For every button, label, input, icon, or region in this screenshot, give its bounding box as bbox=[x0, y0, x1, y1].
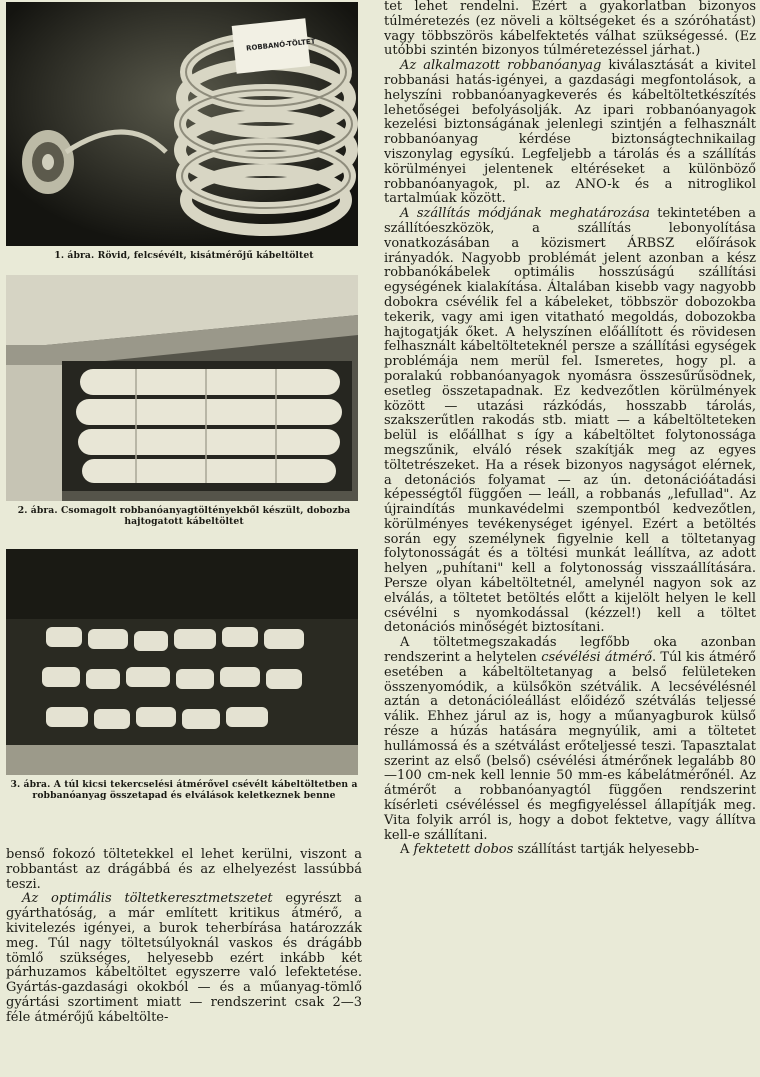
right-p2-lead: Az alkalmazott robbanóanyag bbox=[400, 58, 602, 74]
right-p4-lead: csévélési átmérő bbox=[541, 650, 652, 666]
figure-3-caption: 3. ábra. A túl kicsi tekercselési átmérővel csévélt kábeltöltetben a robbanóanyag összetapad és elválások keletkeznek benne bbox=[10, 779, 358, 801]
figure-1-photo bbox=[6, 2, 358, 246]
box-folded-cable-charge-image bbox=[6, 275, 358, 501]
right-paragraph-2 bbox=[384, 59, 756, 207]
right-p5-rest: szállítást tartják helyesebb- bbox=[513, 842, 700, 858]
left-text-block bbox=[6, 848, 362, 1026]
right-p2-rest: kiválasztását a kivitel robbanási hatás-igényei, a gazdasági megfontolások, a helyszíni robbanóanyagkeverés és kábeltöltetkészítés lehetőségei befolyásolják. Az ipari robbanóanyagok kezelési biztonságának jelenlegi szintjén a felhasznált robbanóanyag kérdése biztonságtechnikailag viszonylag egysíkú. Legfeljebb a tárolás és a szállítás körülményei jelentenek eltéréseket a különböző robbanóanyagok, pl. az ANO-k és a nitroglikol tartalmúak között. bbox=[384, 58, 756, 207]
figure-3-photo bbox=[6, 549, 358, 775]
right-p3-lead: A szállítás módjának meghatározása bbox=[400, 206, 650, 222]
right-p5-lead: fektetett dobos bbox=[413, 842, 514, 858]
label-card-text: ROBBANÓ-TÖLTET bbox=[245, 37, 316, 53]
left-column bbox=[0, 0, 368, 1025]
right-column bbox=[384, 0, 756, 858]
left-p2-rest: egyrészt a gyárthatóság, a már említett kritikus átmérő, a kivitelezés igényei, a burok teherbírása határozzák meg. Túl nagy töltetsúlyoknál vaskos és drágább tömlő szükséges, helyesebb ezért inkább két párhuzamos kábeltöltet egyszerre való lefektetése. Gyártás-gazdasági okokból — és a műanyag-tömlő gyártási szortiment miatt — rendszerint csak 2—3 féle átmérőjű kábeltölte- bbox=[6, 891, 362, 1025]
figure-2-photo bbox=[6, 275, 358, 501]
right-paragraph-1 bbox=[384, 0, 756, 59]
right-p4-lead-plain: A töltetmegszakadás legfőbb oka azonban rendszerint a helytelen bbox=[384, 635, 756, 666]
figure-2-caption: 2. ábra. Csomagolt robbanóanyagtöltényekből készült, dobozba hajtogatott kábeltöltet bbox=[17, 505, 351, 527]
right-p5-lead-plain: A bbox=[400, 842, 414, 858]
left-p1-text: benső fokozó töltetekkel el lehet kerülni, viszont a robbantást az drágábbá és az elhelyezést lassúbbá teszi. bbox=[6, 847, 362, 892]
right-paragraph-5 bbox=[384, 843, 756, 858]
right-p3-rest: tekintetében a szállítóeszközök, a szállítás lebonyolítása vonatkozásában a közismert ÁRBSZ előírások irányadók. Nagyobb problémát jelent azonban a kész robbanókábelek optimális hosszúságú szállítási egységének kialakítása. Általában kisebb vagy nagyobb dobokra csévélik fel a kábeleket, többször dobozokba tekerik, vagy ami igen vitatható megoldás, dobozokba hajtogatják őket. A helyszínen előállított és rövidesen felhasznált kábeltölteteknél persze a szállítási egységek problémája nem merül fel. Ismeretes, hogy pl. a poralakú robbanóanyagok nyomásra összesűrűsödnek, esetleg összetapadnak. Ez kedvezőtlen körülmények között — utazási rázkódás, hosszabb tárolás, szakszerűtlen rakodás stb. miatt — a kábeltölteteken belül is előállhat s így a kábeltöltet folytonossága megszűnik, elváló rések szakítják meg az egyes töltetrészeket. Ha a rések bizonyos nagyságot elérnek, a detonációs folyamat — az ún. detonációátadási képességtől függően — leáll, a robbanás „lefullad". Az újraindítás munkavédelmi szempontból kedvezőtlen, körülményes tevékenységet igényel. Ezért a betöltés során egy személynek figyelnie kell a töltetanyag folytonosságát és a töltési munkát leállítva, az adott helyen „puhítani" kell a folytonosság visszaállítására. Persze olyan kábeltöltetnél, amelynél nagyon sok az elválás, a töltetet betöltés előtt a kijelölt helyen le kell csévélni s nyomkodással (kézzel!) kell a töltet detonációs minőségét biztosítani. bbox=[384, 206, 756, 636]
coiled-cable-charge-image bbox=[6, 2, 358, 246]
right-paragraph-3 bbox=[384, 207, 756, 636]
left-p2-lead: Az optimális töltetkeresztmetszetet bbox=[22, 891, 273, 907]
figure-1-caption: 1. ábra. Rövid, felcsévélt, kisátmérőjű kábeltöltet bbox=[54, 250, 314, 261]
right-p1-text: tet lehet rendelni. Ezért a gyakorlatban bizonyos túlméretezés (ez növeli a költségeket és a szóróhatást) vagy többszörös kábelfektetés válhat szükségessé. (Ez utóbbi szintén bizonyos túlméretezéssel járhat.) bbox=[384, 0, 756, 59]
right-paragraph-4 bbox=[384, 636, 756, 843]
separated-cable-charge-image bbox=[6, 549, 358, 775]
left-paragraph-1 bbox=[6, 848, 362, 892]
left-paragraph-2 bbox=[6, 892, 362, 1025]
right-p4-rest: . Túl kis átmérő esetében a kábeltöltetanyag a belső felületeken összenyomódik, a külsőkön szétválik. A lecsévélésnél aztán a detonációleállást előidéző szétválás teljessé válik. Ehhez járul az is, hogy a műanyagburok külső része a húzás hatására megnyúlik, ami a töltetet hullámossá és a szétválást erőteljessé teszi. Tapasztalat szerint az első (belső) csévélési átmérőnek legalább 80—100 cm-nek kell lennie 50 mm-es kábelátmérőnél. Az átmérőt a robbanóanyagtól függően rendszerint kísérleti csévéléssel és megfigyeléssel állapítják meg. Vita folyik arról is, hogy a dobot fektetve, vagy állítva kell-e szállítani. bbox=[384, 650, 756, 843]
